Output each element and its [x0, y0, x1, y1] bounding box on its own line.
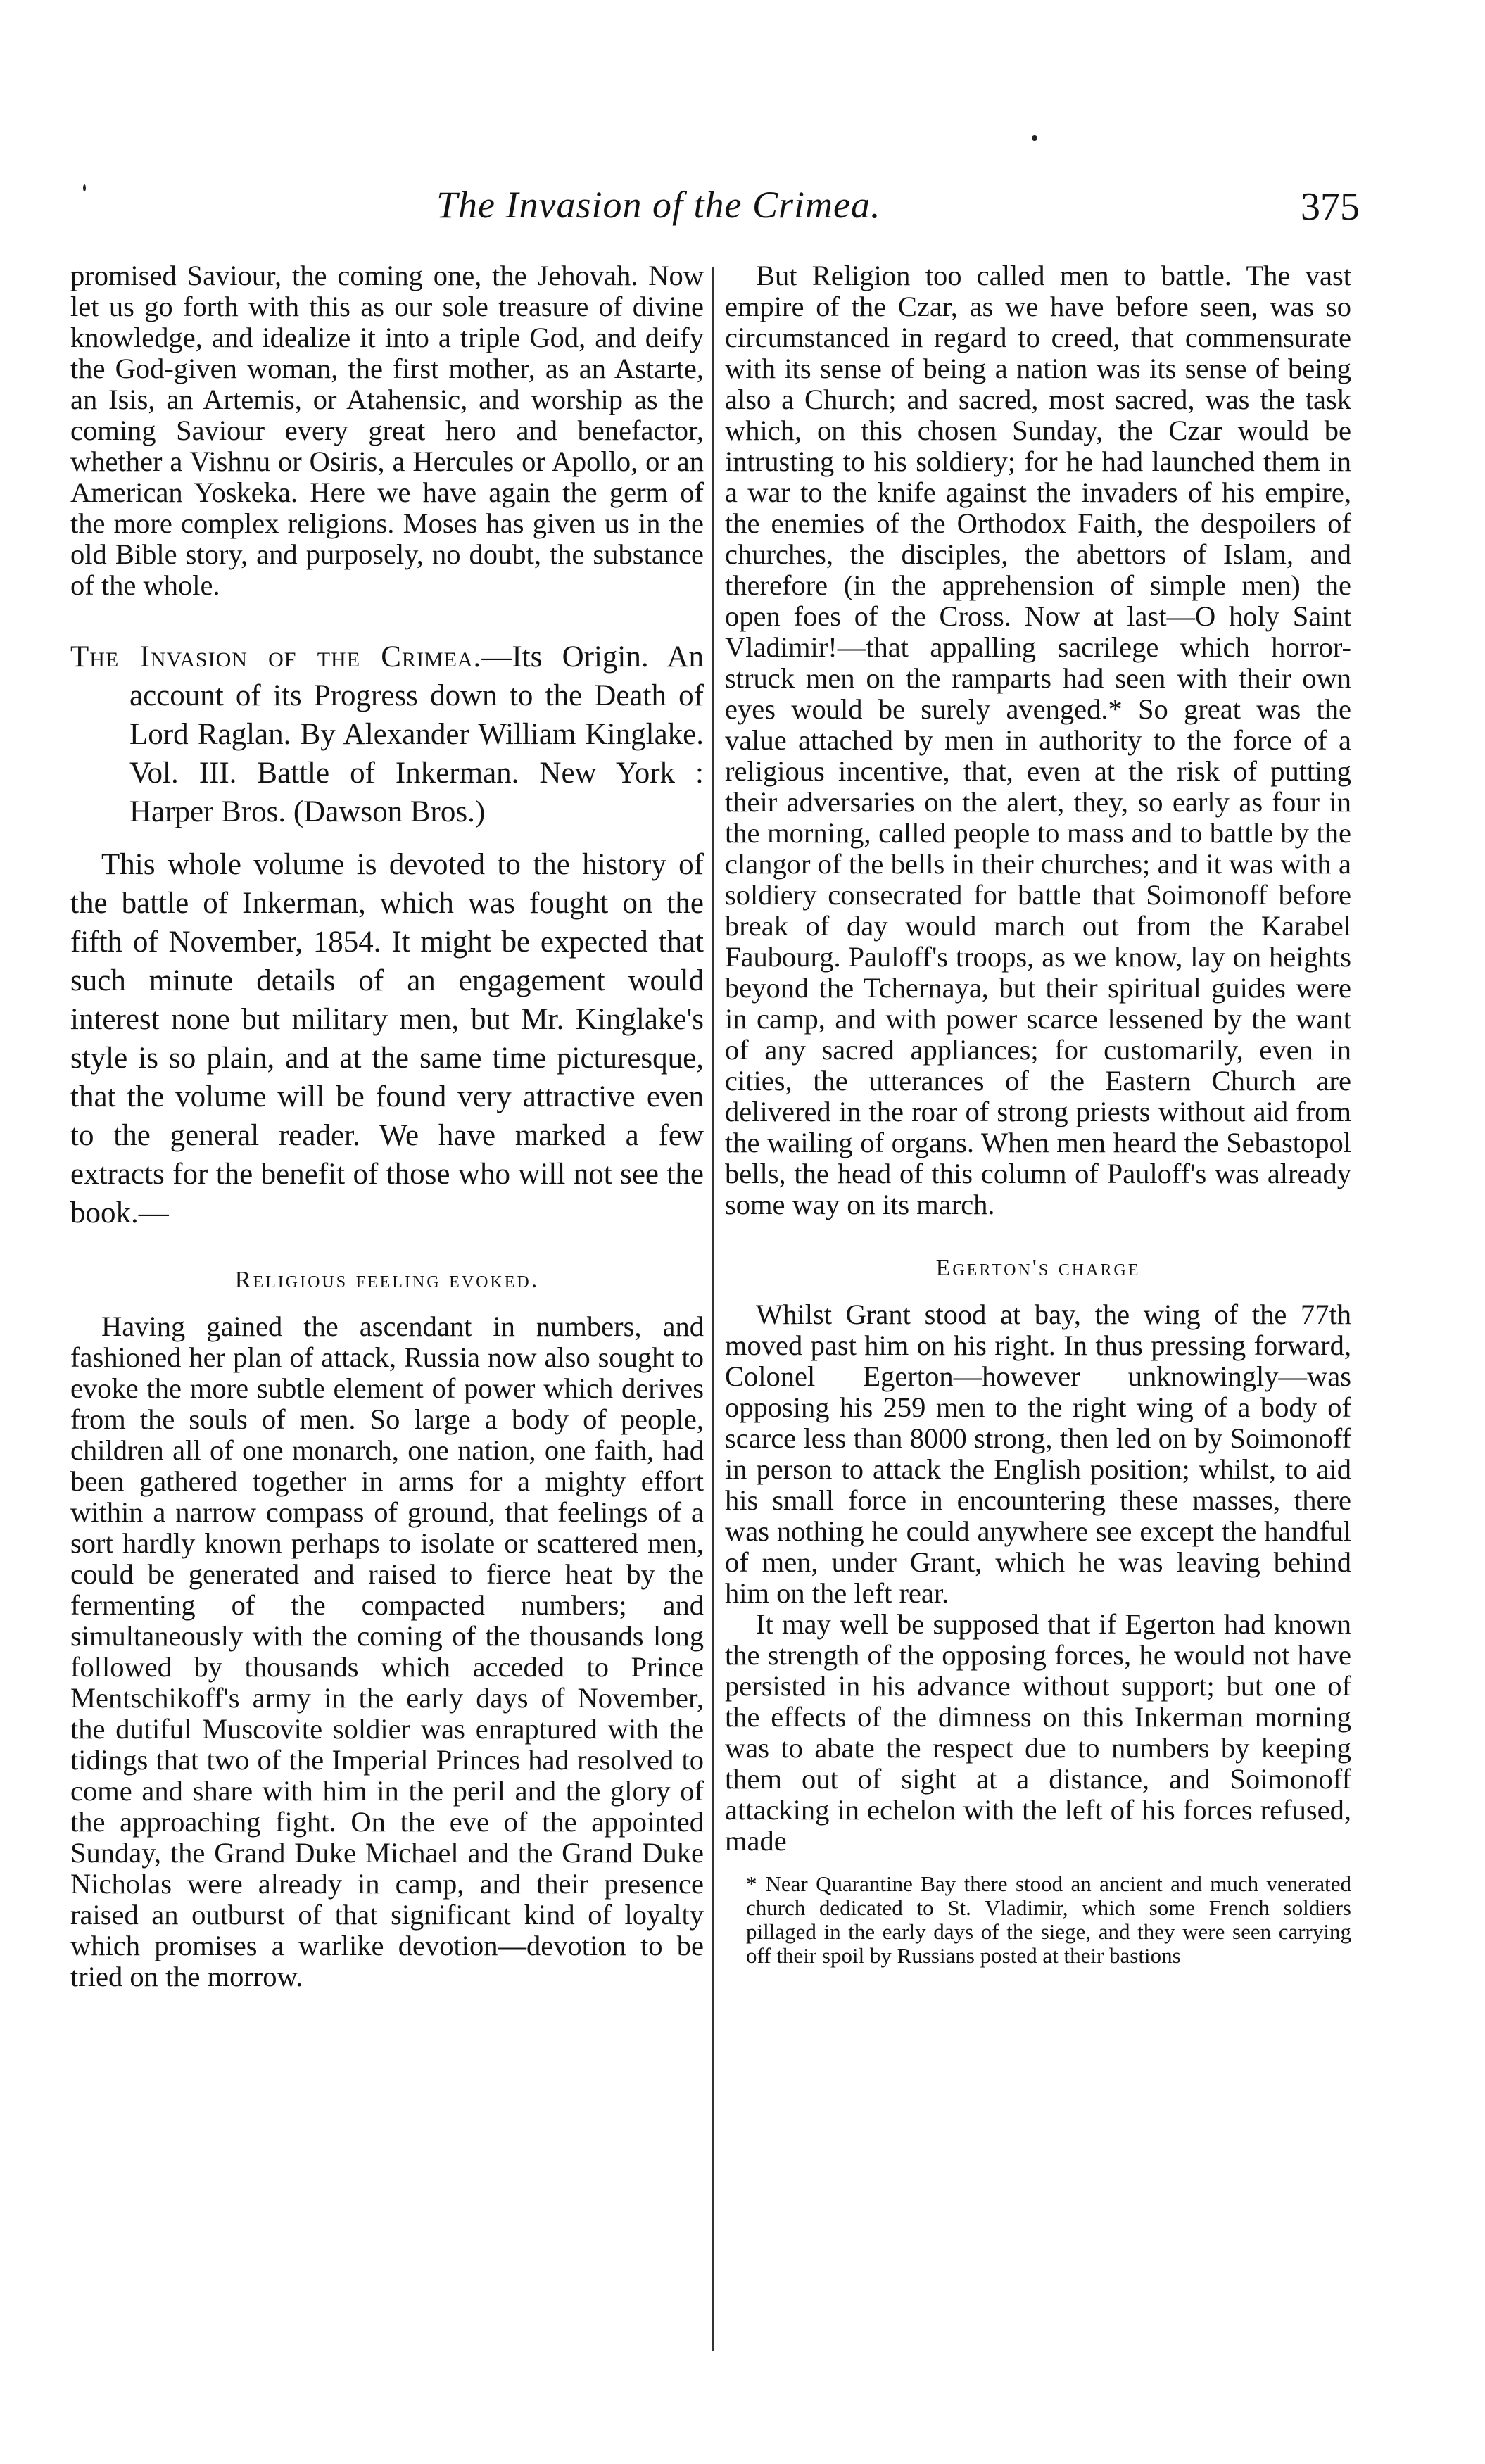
- running-title: The Invasion of the Crimea.: [436, 184, 881, 226]
- running-header: [70, 176, 1365, 239]
- review-paragraph: This whole volume is devoted to the history of the battle of Inkerman, which was fought on the fifth of November, 1854. It might be expected that such minute details of an engagement would interest none but military men, but Mr. Kinglake's style is so plain, and at the same time picturesque, that the volume will be found very attractive even to the general reader. We have marked a few extracts for the benefit of those who will not see the book.—: [70, 848, 704, 1230]
- section-heading-religious-feeling: Religious feeling evoked.: [234, 1267, 540, 1293]
- charge-paragraph: It may well be supposed that if Egerton had known the strength of the opposing forces, he would not have persisted in his advance without support; but one of the effects of the dimness on this Inkerman morning was to abate the respect due to numbers by keeping them out of sight at a distance, and Soimonoff attacking in echelon with the left of his forces refused, made: [725, 1608, 1351, 1857]
- section-heading-egertons-charge: Egerton's charge: [935, 1255, 1141, 1281]
- print-speck: [83, 184, 86, 191]
- column-divider: [712, 267, 714, 2351]
- page-number: 375: [1301, 185, 1360, 229]
- continued-paragraph: promised Saviour, the coming one, the Jehovah. Now let us go forth with this as our sole treasure of divine knowledge, and idealize it into a triple God, and deify the God-given woman, the first mother, as an Astarte, an Isis, an Artemis, or Atahensic, and worship as the coming Saviour every great hero and benefactor, whether a Vishnu or Osiris, a Hercules or Apollo, or an American Yoskeka. Here we have again the germ of the more complex religions. Moses has given us in the old Bible story, and purposely, no doubt, the substance of the whole.: [70, 260, 704, 601]
- religious-feeling-paragraph: Having gained the ascendant in numbers, and fashioned her plan of attack, Russia now also sought to evoke the more subtle element of power which derives from the souls of men. So large a body of people, children all of one monarch, one nation, one faith, had been gathered together in arms for a mighty effort within a narrow compass of ground, that feelings of a sort hardly known perhaps to isolate or scattered men, could be generated and raised to fierce heat by the fermenting of the compacted numbers; and simultaneously with the coming of the thousands long followed by thousands which acceded to Prince Mentschikoff's army in the early days of November, the dutiful Muscovite soldier was enraptured with the tidings that two of the Imperial Princes had resolved to come and share with him in the peril and the glory of the approaching fight. On the eve of the appointed Sunday, the Grand Duke Michael and the Grand Duke Nicholas were already in camp, and their presence raised an outburst of that significant kind of loyalty which promises a warlike devotion—devotion to be tried on the morrow.: [70, 1310, 704, 1992]
- right-column: [725, 260, 1351, 1968]
- footnote: [725, 1872, 1351, 1968]
- footnote-text: Near Quarantine Bay there stood an ancient and much venerated church dedicated to St. Vladimir, which some French soldiers pillaged in the early days of the siege, and they were seen carrying off their spoil by Russians posted at their bastions: [746, 1871, 1351, 1968]
- print-speck: [1032, 135, 1037, 141]
- footnote-mark: *: [746, 1871, 757, 1896]
- left-column: [70, 260, 704, 1992]
- religion-paragraph: But Religion too called men to battle. The vast empire of the Czar, as we have before seen, was so circumstanced in regard to creed, that commensurate with its sense of being a nation was its sense of being also a Church; and sacred, most sacred, was the task which, on this chosen Sunday, the Czar would be intrusting to his soldiery; for he had launched them in a war to the knife against the invaders of his empire, the enemies of the Orthodox Faith, the despoilers of churches, the disciples, the abettors of Islam, and therefore (in the apprehension of simple men) the open foes of the Cross. Now at last—O holy Saint Vladimir!—that appalling sacrilege which horror-struck men on the ramparts had seen with their own eyes would be surely avenged.* So great was the value attached by men in authority to the force of a religious incentive, that, even at the risk of putting their adversaries on the alert, they, so early as four in the morning, called people to mass and to battle by the clangor of the bells in their churches; and it was with a soldiery consecrated for battle that Soimonoff before break of day would march out from the Karabel Faubourg. Pauloff's troops, as we know, lay on heights beyond the Tchernaya, but their spiritual guides were in camp, and with power scarce lessened by the want of any sacred appliances; for customarily, even in cities, the utterances of the Eastern Church are delivered in the roar of strong priests without aid from the wailing of organs. When men heard the Sebastopol bells, the head of this column of Pauloff's was already some way on its march.: [725, 260, 1351, 1220]
- review-citation: —Its Origin. An account of its Progress down to the Death of Lord Raglan. By Alexander William Kinglake. Vol. III. Battle of Inkerman. New York : Harper Bros. (Dawson Bros.): [129, 640, 704, 828]
- review-entry: [70, 638, 704, 831]
- charge-paragraph: Whilst Grant stood at bay, the wing of the 77th moved past him on his right. In thus pressing forward, Colonel Egerton—however unknowingly—was opposing his 259 men to the right wing of a body of scarce less than 8000 strong, then led on by Soimonoff in person to attack the English position; whilst, to aid his small force in encountering these masses, there was nothing he could anywhere see except the handful of men, under Grant, which he was leaving behind him on the left rear.: [725, 1299, 1351, 1609]
- review-title: The Invasion of the Crimea.: [70, 640, 482, 674]
